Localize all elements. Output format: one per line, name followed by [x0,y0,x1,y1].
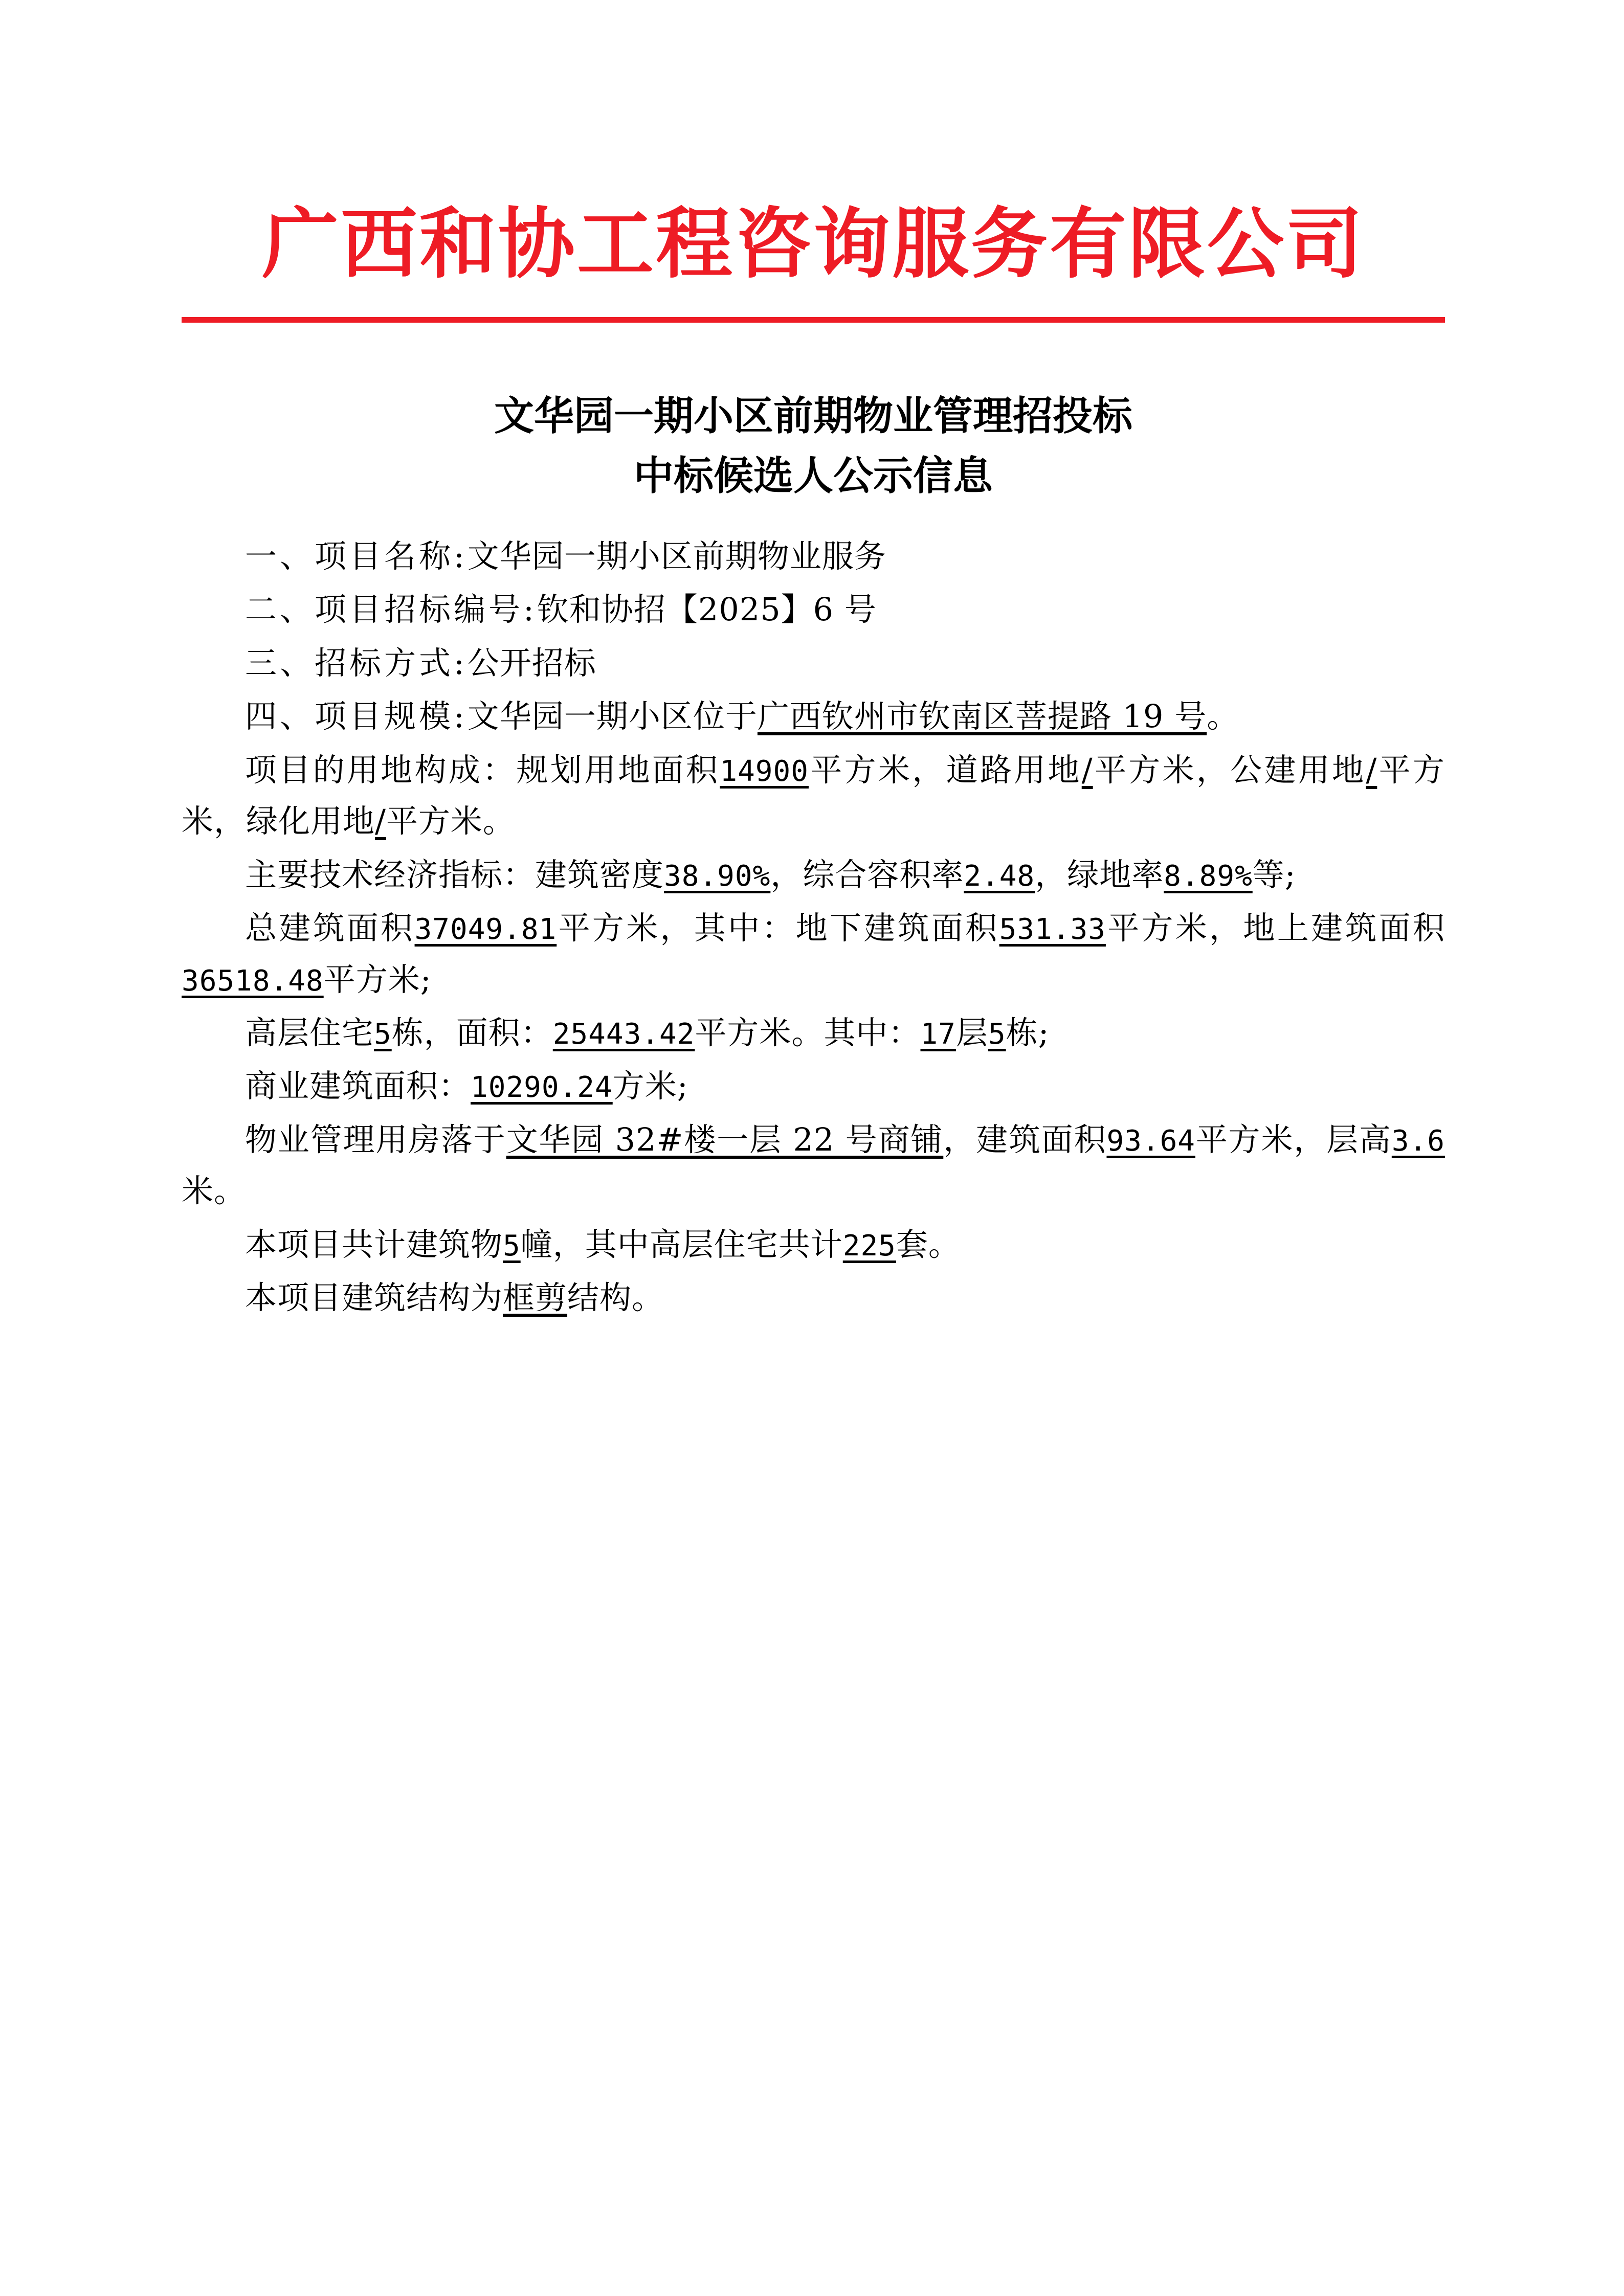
commercial-p1: 商业建筑面积： [245,1067,471,1105]
land-p1: 规划用地面积 [516,751,720,789]
paragraph-totals [182,1219,1445,1270]
totals-building-count: 5 [503,1229,521,1263]
management-room-area: 93.64 [1106,1124,1196,1158]
land-road-area: / [1081,751,1093,789]
land-planned-area: 14900 [720,754,809,788]
paragraph-residential [182,1007,1445,1059]
letterhead-company-name: 广西和协工程咨询服务有限公司 [261,199,1365,289]
land-lead: 项目的用地构成： [245,751,517,789]
management-room-p1: 物业管理用房落于 [245,1120,506,1158]
page-title-line-2: 中标候选人公示信息 [633,453,993,499]
item-project-scale-address: 广西钦州市钦南区菩提路 19 号 [757,697,1207,735]
residential-p2: 栋，面积： [391,1014,553,1051]
paragraph-land-composition [182,745,1445,847]
paragraph-structure [182,1272,1445,1323]
item-project-name-value: 文华园一期小区前期物业服务 [467,537,886,575]
item-project-scale [182,691,1445,742]
area-p3: 平方米，地上建筑面积 [1105,909,1445,947]
structure-p1: 本项目建筑结构为 [245,1279,503,1317]
land-p3: 平方米，公建用地 [1093,751,1366,789]
totals-p2: 幢，其中高层住宅共计 [520,1225,843,1263]
management-room-p4: 米。 [182,1172,247,1210]
structure-type: 框剪 [503,1279,568,1317]
area-p1: 总建筑面积 [245,909,415,947]
land-p2: 平方米，道路用地 [808,751,1082,789]
area-p4: 平方米; [323,960,432,998]
residential-floors: 17 [920,1017,956,1051]
totals-unit-count: 225 [842,1229,896,1263]
item-project-scale-prefix: 文华园一期小区位于 [467,697,758,735]
paragraph-technical-indicators [182,849,1445,901]
item-project-scale-label: 四、项目规模: [245,697,468,735]
indicators-p2: ，综合容积率 [770,856,964,893]
land-public-area: / [1366,751,1377,789]
letterhead-divider [182,317,1445,323]
indicators-p4: 等; [1252,856,1296,893]
indicators-density: 38.90% [664,859,771,893]
page-content [182,0,1445,1326]
indicators-p3: ，绿地率 [1035,856,1164,893]
item-tender-number-label: 二、项目招标编号: [245,591,537,628]
page-title-line-1: 文华园一期小区前期物业管理招投标 [494,393,1132,439]
item-tender-number [182,584,1445,635]
land-p5: 平方米。 [386,802,515,840]
residential-buildings: 5 [374,1017,392,1051]
commercial-area: 10290.24 [471,1071,613,1105]
item-tender-method [182,638,1445,689]
item-project-scale-suffix: 。 [1207,697,1239,735]
paragraph-building-area [182,903,1445,1005]
item-tender-number-value: 钦和协招【2025】6 号 [537,591,877,628]
area-p2: 平方米，其中：地下建筑面积 [557,909,999,947]
area-aboveground: 36518.48 [182,964,324,998]
item-tender-method-value: 公开招标 [467,644,596,682]
residential-p4: 层 [955,1014,988,1051]
paragraph-management-room [182,1114,1445,1217]
area-total: 37049.81 [414,913,557,947]
residential-p3: 平方米。其中： [695,1014,921,1051]
land-green-area: / [375,802,386,840]
land-p4: 平方米，绿化用地 [182,751,1445,840]
residential-area: 25443.42 [552,1017,695,1051]
residential-p5: 栋; [1006,1014,1050,1051]
indicators-far: 2.48 [964,859,1035,893]
page-title [182,387,1445,506]
management-room-p3: 平方米，层高 [1195,1120,1392,1158]
management-room-location: 文华园 32#楼一层 22 号商铺 [506,1120,944,1158]
item-project-name [182,531,1445,582]
totals-p1: 本项目共计建筑物 [245,1225,503,1263]
residential-p1: 高层住宅 [245,1014,374,1051]
structure-p2: 结构。 [567,1279,664,1317]
commercial-p2: 方米; [612,1067,688,1105]
document-body [182,531,1445,1324]
management-room-height: 3.6 [1391,1124,1445,1158]
totals-p3: 套。 [896,1225,961,1263]
area-underground: 531.33 [999,913,1106,947]
indicators-green-rate: 8.89% [1164,859,1253,893]
management-room-p2: ，建筑面积 [943,1120,1107,1158]
paragraph-commercial [182,1061,1445,1112]
item-project-name-label: 一、项目名称: [245,537,468,575]
residential-floor-buildings: 5 [988,1017,1006,1051]
indicators-lead: 主要技术经济指标： [245,856,536,893]
item-tender-method-label: 三、招标方式: [245,644,468,682]
indicators-p1: 建筑密度 [535,856,664,893]
